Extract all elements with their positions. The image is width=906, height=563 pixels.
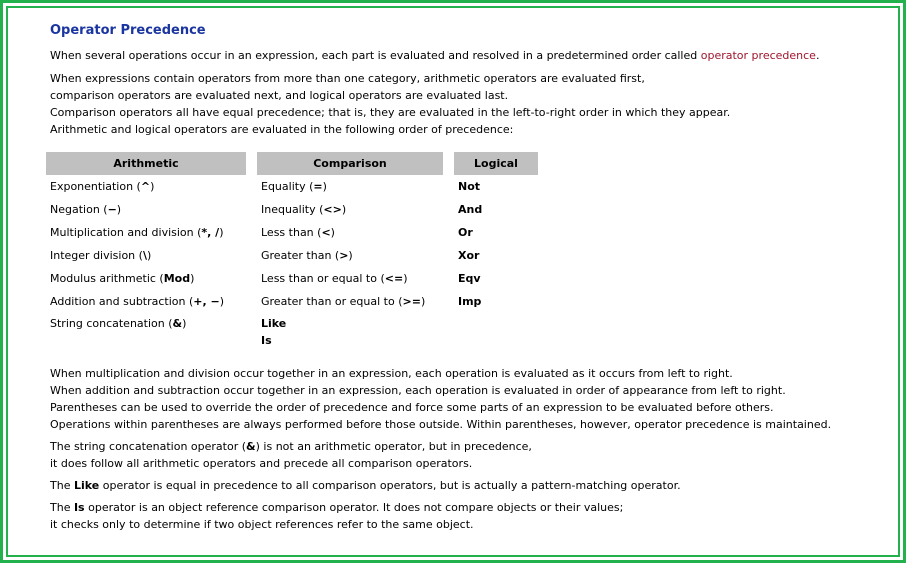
logical-cell: Or	[458, 226, 473, 239]
logical-cell: Eqv	[458, 272, 481, 285]
arithmetic-cell: Integer division (\)	[50, 249, 152, 262]
intro-text: When several operations occur in an expression, each part is evaluated and resolved in a predetermined order called	[50, 49, 701, 62]
para3-line-3: Parentheses can be used to override the order of precedence and force some parts of an expression to be evaluated before others.	[50, 401, 774, 414]
header-arithmetic: Arithmetic	[46, 152, 246, 175]
table-row	[46, 290, 538, 313]
arithmetic-cell: Addition and subtraction (+, −)	[50, 295, 225, 308]
para2-line-4: Arithmetic and logical operators are evaluated in the following order of precedence:	[50, 123, 514, 136]
arithmetic-cell: Multiplication and division (*, /)	[50, 226, 224, 239]
arithmetic-cell: Modulus arithmetic (Mod)	[50, 272, 195, 285]
table-row	[46, 198, 538, 221]
table-row	[46, 313, 538, 353]
table-row	[46, 267, 538, 290]
comparison-cell: Less than (<)	[261, 226, 335, 239]
table-row	[46, 175, 538, 198]
intro-end: .	[815, 49, 820, 62]
comparison-cell: Less than or equal to (<=)	[261, 272, 408, 285]
para3-line-1: When multiplication and division occur together in an expression, each operation is evaluated as it occurs from left to right.	[50, 367, 733, 380]
logical-cell: Not	[458, 180, 481, 193]
comparison-cell: Equality (=)	[261, 180, 327, 193]
table-header-row	[46, 152, 538, 175]
para3-line-2: When addition and subtraction occur together in an expression, each operation is evaluated in order of appearance from left to right.	[50, 384, 786, 397]
category-paragraph	[50, 70, 880, 138]
para3-line-4: Operations within parentheses are always performed before those outside. Within parentheses, however, operator precedence is maintained.	[50, 418, 832, 431]
like-paragraph: The Like operator is equal in precedence to all comparison operators, but is actually a pattern-matching operator.	[50, 479, 681, 492]
is-paragraph: The Is operator is an object reference comparison operator. It does not compare objects or their values; it checks only to determine if two object references refer to the same object.	[50, 501, 624, 531]
precedence-table	[46, 152, 538, 353]
concat-paragraph: The string concatenation operator (&) is not an arithmetic operator, but in precedence, it does follow all arithmetic operators and precede all comparison operators.	[50, 440, 532, 470]
logical-cell	[454, 313, 538, 353]
logical-cell: Imp	[458, 295, 482, 308]
header-comparison: Comparison	[257, 152, 443, 175]
header-logical: Logical	[454, 152, 538, 175]
intro-paragraph	[50, 47, 880, 64]
order-paragraph	[50, 365, 880, 433]
para2-line-2: comparison operators are evaluated next, and logical operators are evaluated last.	[50, 89, 509, 102]
operator-precedence-link[interactable]: operator precedence	[700, 49, 816, 62]
table-row	[46, 221, 538, 244]
logical-cell: And	[458, 203, 483, 216]
arithmetic-cell: String concatenation (&)	[50, 317, 187, 330]
arithmetic-cell: Negation (−)	[50, 203, 122, 216]
page-title: Operator Precedence	[50, 23, 206, 38]
para2-line-1: When expressions contain operators from more than one category, arithmetic operators are evaluated first,	[50, 72, 645, 85]
comparison-cell: Greater than (>)	[261, 249, 353, 262]
comparison-cell: Greater than or equal to (>=)	[261, 295, 426, 308]
table-row	[46, 244, 538, 267]
logical-cell: Xor	[458, 249, 480, 262]
comparison-cell: Like Is	[261, 317, 287, 347]
arithmetic-cell: Exponentiation (^)	[50, 180, 155, 193]
comparison-cell: Inequality (<>)	[261, 203, 347, 216]
para2-line-3: Comparison operators all have equal precedence; that is, they are evaluated in the left-to-right order in which they appear.	[50, 106, 731, 119]
document-body	[50, 22, 880, 533]
